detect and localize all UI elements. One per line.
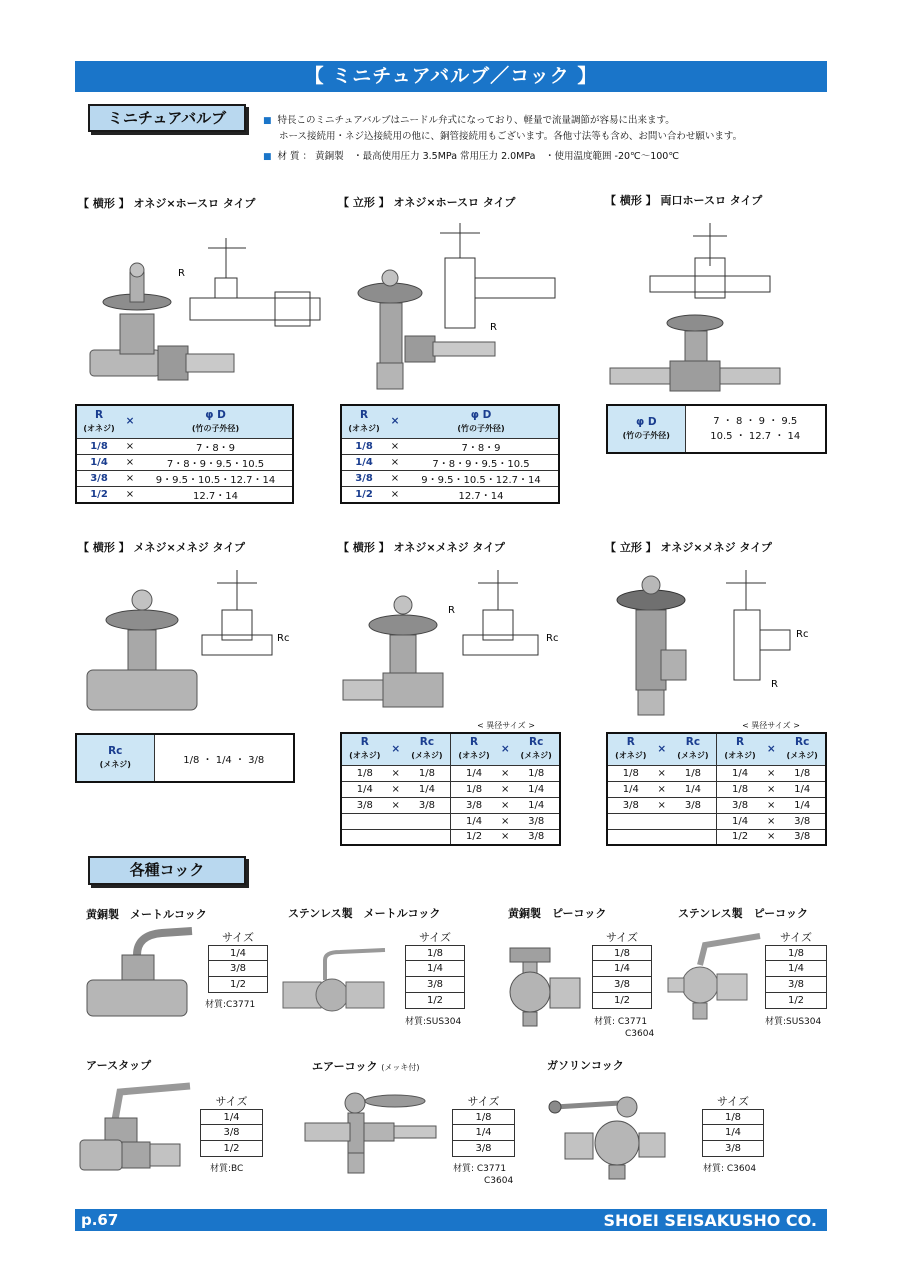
size-box-c3: サイズ 1/8 1/4 3/8 1/2: [592, 930, 652, 1009]
spec-table-female-female: Rc (メネジ) 1/8 ・ 1/4 ・ 3/8: [75, 733, 295, 783]
title-earth-tap: アースタップ: [86, 1059, 152, 1072]
col-phiD: φ D (竹の子外径): [139, 405, 293, 438]
size-box-c2: サイズ 1/8 1/4 3/8 1/2: [405, 930, 465, 1009]
callout-R: R: [178, 268, 185, 279]
size-box-c5: サイズ 1/4 3/8 1/2: [200, 1094, 263, 1157]
table-row: 1/8 × 1/8 1/4 × 1/8: [341, 765, 560, 781]
title-brass-metre-cock: 黄銅製 メートルコック: [86, 908, 207, 921]
caption-vertical-male-hose: 【 立形 】 オネジ×ホースロ タイプ: [338, 196, 516, 209]
spec-table-male-female-vertical: R (オネジ) × Rc (メネジ) R (オネジ) × Rc (メネジ) 1/8 × 1/8 1/4 × 1/8 1/4 × 1/4 1/8 × 1/4 3/8 × 3/8 3/8 × 1/4 1/4 × 3/8 1/2 × 3/8: [606, 732, 827, 846]
col-R: R (オネジ): [76, 405, 121, 438]
reducer-size-label: < 異径サイズ >: [742, 721, 800, 730]
material-c7: 材質: C3604: [703, 1164, 757, 1174]
page-number: p.67: [81, 1211, 119, 1229]
table-row: 1/4 × 3/8: [341, 813, 560, 829]
table-row: 1/4 × 1/4 1/8 × 1/4: [341, 781, 560, 797]
material-c3: 材質: C3771: [594, 1017, 648, 1027]
material-c4: 材質:SUS304: [765, 1017, 822, 1027]
section-label-miniature-valve: ミニチュアバルブ: [88, 104, 246, 132]
callout-Rc: Rc: [546, 633, 559, 644]
title-gasoline-cock: ガソリンコック: [547, 1059, 624, 1072]
spec-table-male-female-horizontal: R (オネジ) × Rc (メネジ) R (オネジ) × Rc (メネジ) 1/8 × 1/8 1/4 × 1/8 1/4 × 1/4 1/8 × 1/4 3/8 × 3/8 3/8 × 1/4 1/4 × 3/8 1/2 × 3/8: [340, 732, 561, 846]
intro-notes: [263, 113, 823, 165]
material-c5: 材質:BC: [210, 1164, 244, 1174]
caption-vertical-male-female: 【 立形 】 オネジ×メネジ タイプ: [605, 541, 772, 554]
page-footer: [75, 1209, 827, 1231]
title-brass-pea-cock: 黄銅製 ピーコック: [508, 907, 607, 920]
cock-photo-brass-metre: [82, 925, 202, 1025]
material-c6-alt: C3604: [484, 1176, 514, 1186]
spec-table-vertical-male-hose: R (オネジ) × φ D (竹の子外径) 1/8 × 7・8・9 1/4 × 7・8・9・9.5・10.5 3/8 × 9・9.5・10.5・12.7・14 1/2 × 12.7・14: [340, 404, 560, 504]
valve-photo-vertical-male-hose: [355, 218, 570, 393]
valve-photo-horizontal-male-female: [338, 565, 563, 720]
callout-Rc: Rc: [277, 633, 290, 644]
valve-photo-horizontal-double-hose: [605, 218, 805, 398]
material-c1: 材質:C3771: [205, 1000, 256, 1010]
cock-photo-brass-pea: [495, 940, 595, 1030]
table-row: 3/8 × 9・9.5・10.5・12.7・14: [76, 470, 293, 486]
caption-horizontal-double-hose: 【 横形 】 両口ホースロ タイプ: [605, 194, 763, 207]
table-row: 1/2 × 12.7・14: [76, 486, 293, 503]
callout-R: R: [490, 322, 497, 333]
note-line-1: ■ 特長このミニチュアバルブはニードル弁式になっており、軽量で流量調節が容易に出来ます。: [263, 115, 675, 126]
valve-photo-horizontal-male-hose: [80, 228, 330, 398]
size-box-c4: サイズ 1/8 1/4 3/8 1/2: [765, 930, 827, 1009]
col-x: ×: [121, 405, 139, 438]
reducer-size-label: < 異径サイズ >: [477, 721, 535, 730]
spec-table-horizontal-male-hose: [75, 404, 294, 504]
table-row: 3/8 × 9・9.5・10.5・12.7・14: [341, 470, 559, 486]
callout-Rc: Rc: [796, 629, 809, 640]
cock-photo-stainless-pea: [665, 930, 765, 1025]
note-line-3: ■ 材 質 ： 黄銅製 ・最高使用圧力 3.5MPa 常用圧力 2.0MPa ・使用温度範囲 -20℃〜100℃: [263, 151, 679, 162]
note-line-2: ホース接続用・ネジ込接続用の他に、銅管接続用もございます。各他寸法等も含め、お問い合わせ願います。: [279, 131, 743, 142]
table-row: 1/2 × 3/8: [341, 829, 560, 845]
table-row: 1/8 × 1/8 1/4 × 1/8: [607, 765, 826, 781]
material-c3-alt: C3604: [625, 1029, 655, 1039]
company-name: SHOEI SEISAKUSHO CO.: [603, 1211, 817, 1230]
table-row: 1/8 × 7・8・9: [76, 438, 293, 454]
title-stainless-pea-cock: ステンレス製 ピーコック: [678, 907, 808, 920]
table-row: 1/8 × 7・8・9: [341, 438, 559, 454]
valve-photo-horizontal-female-female: [82, 565, 297, 720]
table-row: 1/4 × 7・8・9・9.5・10.5: [341, 454, 559, 470]
table-row: 1/4 × 1/4 1/8 × 1/4: [607, 781, 826, 797]
bullet-icon: ■: [263, 116, 272, 126]
callout-R: R: [448, 605, 455, 616]
callout-R: R: [771, 679, 778, 690]
caption-horizontal-male-female: 【 横形 】 オネジ×メネジ タイプ: [338, 541, 505, 554]
cock-photo-earth-tap: [75, 1080, 200, 1180]
spec-table-double-hose: φ D (竹の子外径) 7 ・ 8 ・ 9 ・ 9.5 10.5 ・ 12.7 ・ 14: [606, 404, 827, 454]
table-row: 3/8 × 3/8 3/8 × 1/4: [607, 797, 826, 813]
cock-photo-air: [300, 1083, 445, 1178]
table-row: 1/2 × 12.7・14: [341, 486, 559, 503]
page-title: 【 ミニチュアバルブ／コック 】: [75, 61, 827, 92]
cock-photo-gasoline: [545, 1085, 670, 1185]
table-row: 1/2 × 3/8: [607, 829, 826, 845]
valve-photo-vertical-male-female: [606, 565, 821, 720]
material-c6: 材質: C3771: [453, 1164, 507, 1174]
title-stainless-metre-cock: ステンレス製 メートルコック: [288, 907, 441, 920]
material-c2: 材質:SUS304: [405, 1017, 462, 1027]
section-label-cocks: 各種コック: [88, 856, 246, 885]
bullet-icon: ■: [263, 152, 272, 162]
caption-horizontal-male-hose: 【 横形 】 オネジ×ホースロ タイプ: [78, 197, 256, 210]
table-row: 3/8 × 3/8 3/8 × 1/4: [341, 797, 560, 813]
size-box-c1: サイズ 1/4 3/8 1/2: [208, 930, 268, 993]
table-row: 1/4 × 3/8: [607, 813, 826, 829]
size-box-c6: サイズ 1/8 1/4 3/8: [452, 1094, 515, 1157]
caption-horizontal-female-female: 【 横形 】 メネジ×メネジ タイプ: [78, 541, 245, 554]
table-row: 1/4 × 7・8・9・9.5・10.5: [76, 454, 293, 470]
size-box-c7: サイズ 1/8 1/4 3/8: [702, 1094, 764, 1157]
title-air-cock: エアーコック (メッキ付): [312, 1060, 420, 1073]
cock-photo-stainless-metre: [280, 940, 390, 1020]
